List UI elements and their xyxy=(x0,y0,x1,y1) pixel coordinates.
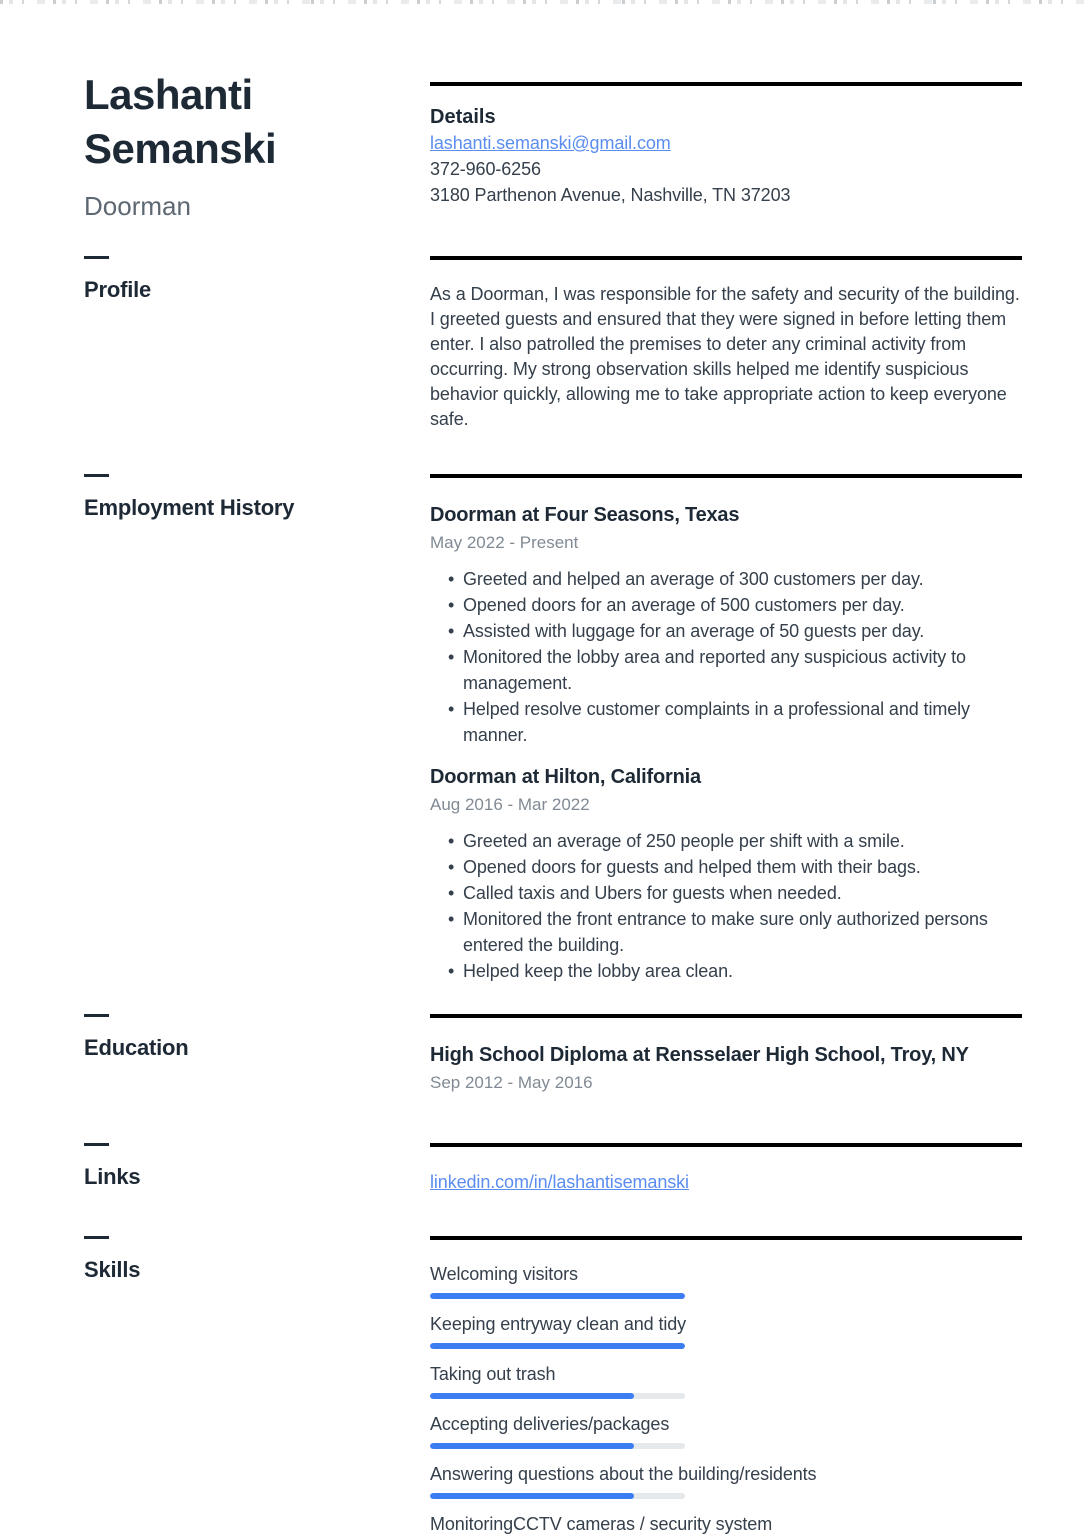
skill-bar xyxy=(430,1493,685,1499)
job-bullet: • Called taxis and Ubers for guests when needed. xyxy=(463,880,1022,906)
skills-list xyxy=(430,1262,1022,1536)
person-name-line2: Semanski xyxy=(84,125,277,172)
person-job-title: Doorman xyxy=(84,191,191,221)
job-bullet: • Opened doors for an average of 500 customers per day. xyxy=(463,592,1022,618)
education-body xyxy=(430,1014,1022,1094)
profile-text: As a Doorman, I was responsible for the safety and security of the building. I greeted guests and ensured that they were signed in before letting them enter. I also patrolled the premises to deter any criminal activity from occurring. My strong observation skills helped me identify suspicious behavior quickly, allowing me to take appropriate action to keep everyone safe. xyxy=(430,284,1020,429)
skills-heading: Skills xyxy=(84,1257,141,1282)
skills-heading-block xyxy=(84,1236,430,1536)
skill-bar xyxy=(430,1443,685,1449)
job-bullet: • Greeted an average of 250 people per shift with a smile. xyxy=(463,828,1022,854)
skill-item xyxy=(430,1512,1022,1536)
skill-label: Answering questions about the building/residents xyxy=(430,1464,817,1484)
skill-label: MonitoringCCTV cameras / security system xyxy=(430,1514,773,1534)
email-link[interactable]: lashanti.semanski@gmail.com xyxy=(430,133,671,153)
employment-body xyxy=(430,474,1022,984)
links-rule xyxy=(430,1143,1022,1147)
skills-section xyxy=(84,1236,1022,1536)
employment-rule xyxy=(430,474,1022,478)
profile-heading: Profile xyxy=(84,277,152,302)
links-heading: Links xyxy=(84,1164,141,1189)
skill-label: Accepting deliveries/packages xyxy=(430,1414,670,1434)
job-bullet: • Helped keep the lobby area clean. xyxy=(463,958,1022,984)
skill-item xyxy=(430,1462,1022,1499)
job-bullet-list xyxy=(430,566,1022,748)
address-line: 3180 Parthenon Avenue, Nashville, TN 37203 xyxy=(430,185,791,205)
name-block xyxy=(84,68,430,222)
skill-bar-fill xyxy=(430,1393,634,1399)
header-section xyxy=(84,68,1022,222)
section-dash xyxy=(84,256,109,259)
skill-bar-fill xyxy=(430,1493,634,1499)
job-bullet: • Opened doors for guests and helped them with their bags. xyxy=(463,854,1022,880)
education-section xyxy=(84,1014,1022,1094)
section-dash xyxy=(84,1143,109,1146)
job-entry xyxy=(430,502,1022,748)
employment-section xyxy=(84,474,1022,984)
linkedin-link[interactable]: linkedin.com/in/lashantisemanski xyxy=(430,1172,689,1192)
job-title: Doorman at Four Seasons, Texas xyxy=(430,504,740,526)
profile-heading-block xyxy=(84,256,430,432)
phone-number: 372-960-6256 xyxy=(430,159,541,179)
person-name-line1: Lashanti xyxy=(84,71,253,118)
skill-bar xyxy=(430,1293,685,1299)
section-dash xyxy=(84,1236,109,1239)
skill-bar xyxy=(430,1343,685,1349)
job-dates: May 2022 - Present xyxy=(430,533,579,552)
job-bullet-list xyxy=(430,828,1022,984)
skill-bar-fill xyxy=(430,1443,634,1449)
education-entry xyxy=(430,1042,1022,1094)
details-section xyxy=(430,68,1022,222)
education-heading-block xyxy=(84,1014,430,1094)
skill-label: Welcoming visitors xyxy=(430,1264,578,1284)
skill-bar-fill xyxy=(430,1343,685,1349)
education-rule xyxy=(430,1014,1022,1018)
section-dash xyxy=(84,1014,109,1017)
education-title: High School Diploma at Rensselaer High School, Troy, NY xyxy=(430,1044,969,1066)
job-bullet: • Helped resolve customer complaints in a professional and timely manner. xyxy=(463,696,1022,748)
skill-item xyxy=(430,1262,1022,1299)
skills-rule xyxy=(430,1236,1022,1240)
job-bullet: • Assisted with luggage for an average of 50 guests per day. xyxy=(463,618,1022,644)
job-title: Doorman at Hilton, California xyxy=(430,766,701,788)
section-dash xyxy=(84,474,109,477)
skill-item xyxy=(430,1412,1022,1449)
page-top-cutoff-artifact xyxy=(0,0,1086,4)
skill-label: Taking out trash xyxy=(430,1364,556,1384)
job-entry xyxy=(430,764,1022,984)
job-bullet: • Monitored the lobby area and reported any suspicious activity to management. xyxy=(463,644,1022,696)
skill-bar xyxy=(430,1393,685,1399)
profile-section xyxy=(84,256,1022,432)
employment-heading-block xyxy=(84,474,430,984)
education-heading: Education xyxy=(84,1035,189,1060)
links-section xyxy=(84,1143,1022,1195)
links-heading-block xyxy=(84,1143,430,1195)
education-dates: Sep 2012 - May 2016 xyxy=(430,1073,593,1092)
job-dates: Aug 2016 - Mar 2022 xyxy=(430,795,590,814)
skill-bar-fill xyxy=(430,1293,685,1299)
links-body xyxy=(430,1143,1022,1195)
skill-item xyxy=(430,1312,1022,1349)
details-rule xyxy=(430,82,1022,86)
job-bullet: • Monitored the front entrance to make sure only authorized persons entered the building. xyxy=(463,906,1022,958)
profile-rule xyxy=(430,256,1022,260)
job-bullet: • Greeted and helped an average of 300 customers per day. xyxy=(463,566,1022,592)
details-heading: Details xyxy=(430,106,496,128)
person-name xyxy=(84,68,430,176)
profile-body xyxy=(430,256,1022,432)
employment-heading: Employment History xyxy=(84,495,295,520)
skills-body xyxy=(430,1236,1022,1536)
skill-label: Keeping entryway clean and tidy xyxy=(430,1314,687,1334)
skill-item xyxy=(430,1362,1022,1399)
